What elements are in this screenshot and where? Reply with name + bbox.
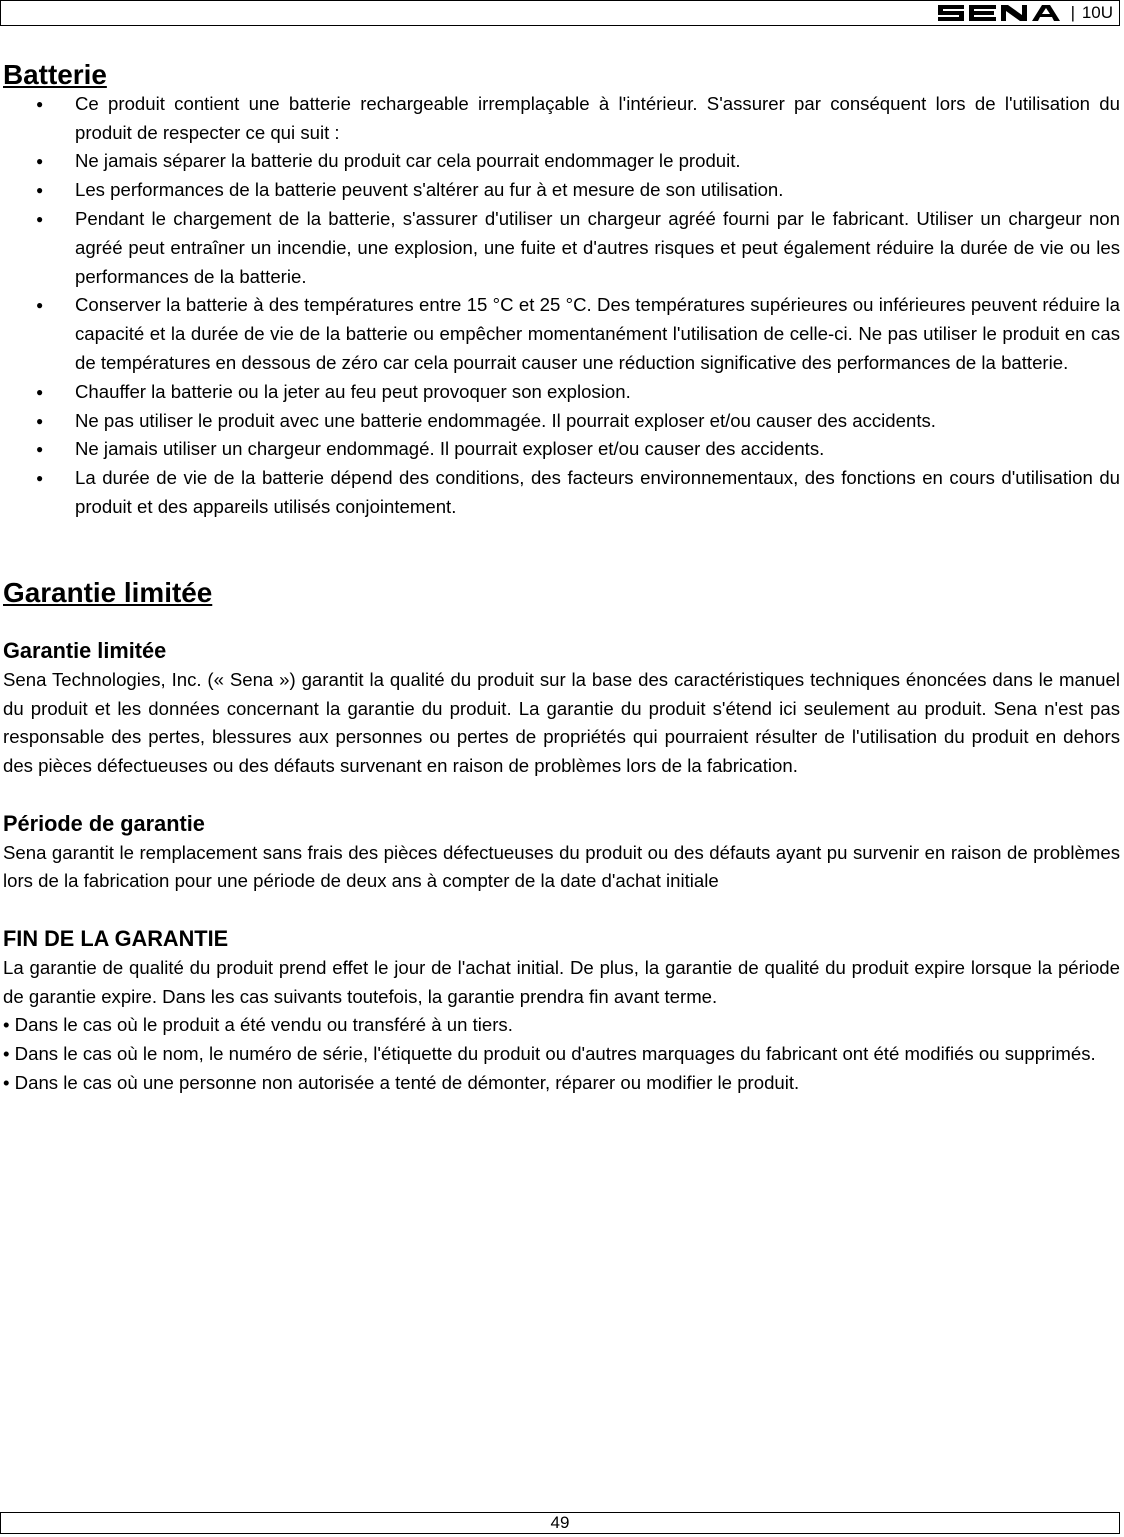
warranty-period-heading: Période de garantie (3, 810, 205, 836)
limited-warranty-heading: Garantie limitée (3, 637, 167, 663)
list-item: ● Conserver la batterie à des températures entre 15 °C et 25 °C. Des températures supérieures ou inférieures peuvent réduire la capacité et la durée de vie de la batterie ou empêcher momentanément l'utilisation de celle-ci. Ne pas utiliser le produit en cas de températures en dessous de zéro car cela pourrait causer une réduction significative des performances de la batterie. (3, 291, 1120, 377)
battery-section-title: Batterie (3, 59, 107, 90)
warranty-end-case: • Dans le cas où le produit a été vendu ou transféré à un tiers. (3, 1014, 513, 1036)
model-label: | 10U (1070, 3, 1113, 22)
warranty-end-case: • Dans le cas où le nom, le numéro de série, l'étiquette du produit ou d'autres marquages du fabricant ont été modifiés ou supprimés. (3, 1043, 1096, 1065)
page-header (0, 0, 1120, 26)
list-item: ● Pendant le chargement de la batterie, s'assurer d'utiliser un chargeur agréé fourni par le fabricant. Utiliser un chargeur non agréé peut entraîner un incendie, une explosion, une fuite et d'autres risques et peut également réduire la durée de vie ou les performances de la batterie. (3, 205, 1120, 291)
sena-logo-icon (936, 3, 1062, 23)
list-item: ● Chauffer la batterie ou la jeter au feu peut provoquer son explosion. (3, 378, 1120, 407)
list-item: ● Ne jamais séparer la batterie du produit car cela pourrait endommager le produit. (3, 147, 1120, 176)
page-footer (0, 1512, 1120, 1534)
limited-warranty-text: Sena Technologies, Inc. (« Sena ») garantit la qualité du produit sur la base des caractéristiques techniques énoncées dans le manuel du produit et les données concernant la garantie du produit. La garantie du produit s'étend ici seulement au produit. Sena n'est pas responsable des pertes, blessures aux personnes ou pertes de propriétés qui pourraient résulter de l'utilisation du produit en dehors des pièces défectueuses ou des défauts survenant en raison de problèmes lors de la fabrication. (3, 668, 1120, 777)
page-number: 49 (550, 1513, 570, 1532)
page-content (3, 61, 1120, 1098)
list-item: ● La durée de vie de la batterie dépend des conditions, des facteurs environnementaux, des fonctions en cours d'utilisation du produit et des appareils utilisés conjointement. (3, 464, 1120, 522)
list-item: ● Ne jamais utiliser un chargeur endommagé. Il pourrait exploser et/ou causer des accidents. (3, 435, 1120, 464)
list-item: ● Ne pas utiliser le produit avec une batterie endommagée. Il pourrait exploser et/ou causer des accidents. (3, 407, 1120, 436)
battery-list (3, 90, 1120, 522)
list-item: ● Ce produit contient une batterie rechargeable irremplaçable à l'intérieur. S'assurer par conséquent lors de l'utilisation du produit de respecter ce qui suit : (3, 90, 1120, 148)
warranty-section-title: Garantie limitée (3, 577, 213, 609)
warranty-end-case: • Dans le cas où une personne non autorisée a tenté de démonter, réparer ou modifier le produit. (3, 1071, 800, 1093)
warranty-end-text: La garantie de qualité du produit prend effet le jour de l'achat initial. De plus, la garantie de qualité du produit expire lorsque la période de garantie expire. Dans les cas suivants toutefois, la garantie prendra fin avant terme. (3, 956, 1120, 1007)
sena-logo (936, 2, 1062, 24)
warranty-period-text: Sena garantit le remplacement sans frais des pièces défectueuses du produit ou des défauts ayant pu survenir en raison de problèmes lors de la fabrication pour une période de deux ans à compter de la date d'achat initiale (3, 841, 1120, 892)
warranty-end-heading: FIN DE LA GARANTIE (3, 925, 229, 951)
list-item: ● Les performances de la batterie peuvent s'altérer au fur à et mesure de son utilisation. (3, 176, 1120, 205)
